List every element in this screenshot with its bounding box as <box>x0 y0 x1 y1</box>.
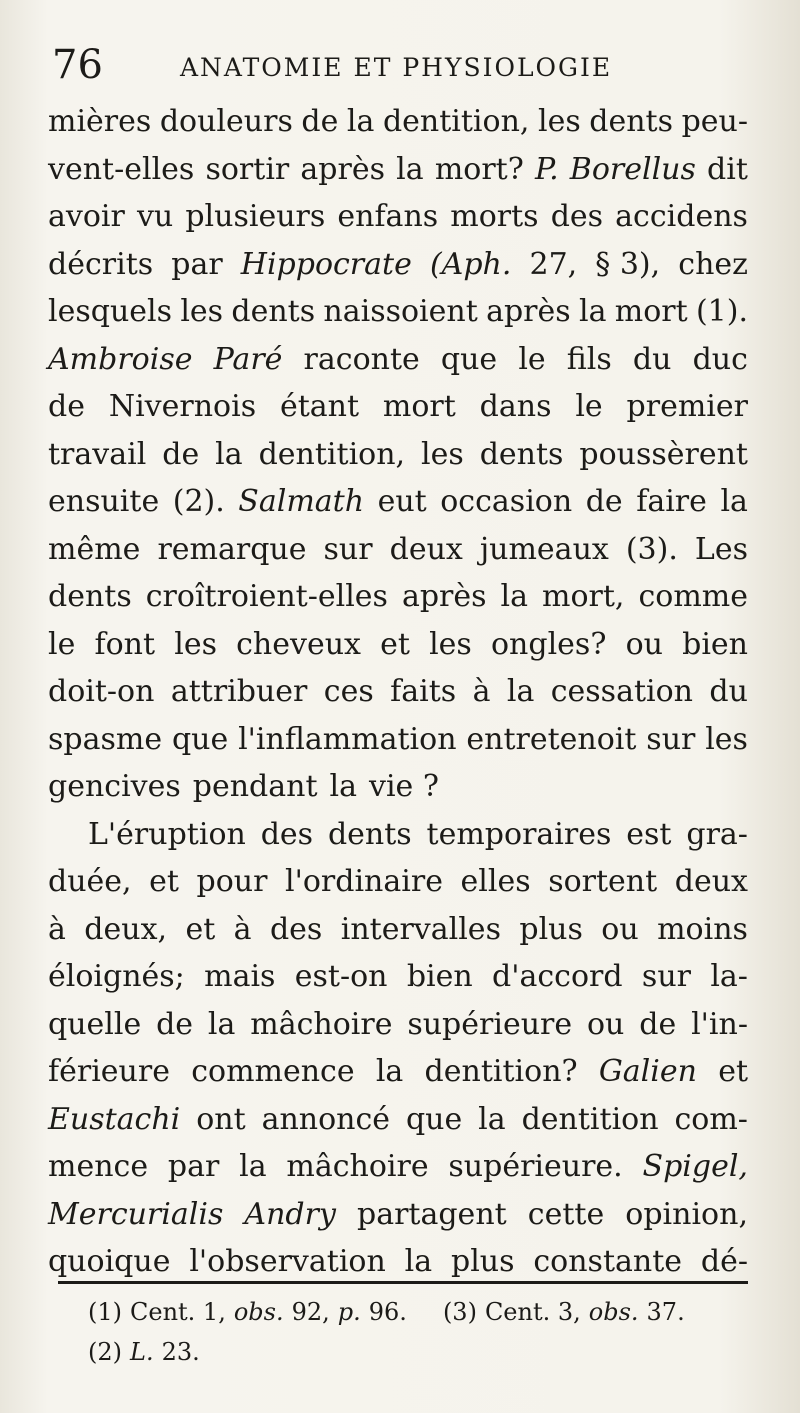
word: sortir <box>205 151 290 187</box>
word: ongles? <box>490 626 607 662</box>
text-line <box>48 811 748 859</box>
footnote-text: L. <box>130 1338 154 1366</box>
word: férieure <box>48 1054 170 1089</box>
word: § 3), <box>595 246 661 282</box>
word: l'inflammation <box>238 721 457 757</box>
word: douleurs <box>159 104 293 139</box>
word: cessation <box>550 674 693 709</box>
word: P. <box>534 151 559 187</box>
word: comme <box>638 579 748 614</box>
word: temporaires <box>426 816 612 852</box>
word: ou <box>601 911 639 947</box>
page-number: 76 <box>52 42 103 88</box>
word: bien <box>682 626 748 662</box>
word: de <box>162 436 200 472</box>
word: fils <box>566 341 612 377</box>
word: bien <box>406 959 473 994</box>
word: Nivernois <box>108 389 257 424</box>
word: enfans <box>337 199 439 234</box>
text-line <box>48 288 748 336</box>
word: peu- <box>681 104 748 139</box>
word: la <box>346 104 375 139</box>
word: sortent <box>548 864 658 899</box>
word: travail <box>48 436 147 472</box>
word: dents <box>327 816 412 852</box>
word: et <box>380 626 410 662</box>
word: faire <box>636 484 707 519</box>
text-line <box>48 526 748 574</box>
word: à <box>233 911 252 947</box>
word: dents <box>48 579 132 614</box>
word: mence <box>48 1149 149 1184</box>
word: gra- <box>686 816 748 852</box>
word: ensuite <box>48 484 160 519</box>
word: les <box>180 294 224 329</box>
word: moins <box>657 911 748 947</box>
word: Borellus <box>569 151 696 187</box>
word: attribuer <box>170 674 308 709</box>
word: remarque <box>157 531 307 567</box>
word: dentition, <box>382 104 530 139</box>
word: et <box>718 1054 748 1089</box>
footnote-text: obs. <box>588 1298 639 1326</box>
word: après <box>300 151 386 187</box>
word: d'accord <box>492 959 623 994</box>
word: la <box>396 151 424 187</box>
text-line <box>48 953 748 1001</box>
word: à <box>48 911 66 947</box>
word: sur <box>641 959 691 994</box>
running-title: ANATOMIE ET PHYSIOLOGIE <box>180 53 613 82</box>
word: les <box>537 104 581 139</box>
word: duc <box>692 341 748 377</box>
word: la <box>506 674 535 709</box>
footnote-text: 23. <box>161 1338 200 1366</box>
word: quoique <box>48 1244 171 1279</box>
text-line <box>48 763 748 811</box>
word: dans <box>479 389 552 424</box>
word: plus <box>519 911 583 947</box>
word: Spigel, <box>642 1149 748 1184</box>
word: eut <box>377 484 427 519</box>
word: font <box>94 626 156 662</box>
text-line <box>48 668 748 716</box>
word: par <box>167 1149 220 1184</box>
word: duée, <box>48 864 132 899</box>
word: occasion <box>440 484 573 519</box>
footnote-rule <box>58 1281 748 1284</box>
footnote-text: p. <box>337 1298 361 1326</box>
word: la <box>215 436 243 472</box>
word: doit-on <box>48 674 155 709</box>
word: Hippocrate <box>240 246 412 282</box>
word: mais <box>204 959 276 994</box>
footnote-text: 37. <box>646 1298 685 1326</box>
footnote-mark: (2) <box>88 1338 122 1366</box>
word: Mercurialis <box>48 1196 224 1232</box>
word: accidens <box>615 199 748 234</box>
word: dé- <box>700 1244 748 1279</box>
word: jumeaux <box>479 531 609 567</box>
text-line <box>48 906 748 954</box>
word: deux <box>674 864 748 899</box>
word: mâchoire <box>250 1006 393 1042</box>
word: les <box>429 626 472 662</box>
word: sur <box>323 531 373 567</box>
word: la <box>720 484 748 519</box>
text-line <box>48 98 748 146</box>
word: Andry <box>244 1196 336 1232</box>
word: la <box>478 1101 506 1137</box>
word: croîtroient-elles <box>145 579 388 614</box>
text-line <box>48 858 748 906</box>
word: décrits <box>48 246 154 282</box>
word: supérieure. <box>448 1149 623 1184</box>
word: l'in- <box>691 1006 748 1042</box>
footnote-text: 92, <box>291 1298 330 1326</box>
word: la <box>329 769 358 804</box>
footnote-2 <box>88 1332 200 1372</box>
word: l'observation <box>189 1244 386 1279</box>
word: dentition? <box>424 1054 578 1089</box>
word: mières <box>48 104 152 139</box>
word: les <box>705 721 748 757</box>
word: les <box>421 436 464 472</box>
word: est-on <box>294 959 388 994</box>
word: dit <box>707 151 748 187</box>
body-text <box>48 98 748 1286</box>
word: (3). <box>625 531 678 567</box>
footnote-mark: (1) <box>88 1298 122 1326</box>
word: vie ? <box>369 769 439 804</box>
word: poussèrent <box>579 436 748 472</box>
word: les <box>174 626 217 662</box>
text-line <box>48 383 748 431</box>
word: des <box>269 911 323 947</box>
word: spasme <box>48 721 163 757</box>
footnote-1 <box>88 1292 407 1332</box>
word: supérieure <box>407 1006 573 1042</box>
word: dentition <box>521 1101 659 1137</box>
word: l'ordinaire <box>285 864 443 899</box>
word: premier <box>626 389 748 424</box>
word: de <box>156 1006 194 1042</box>
word: que <box>171 721 229 757</box>
word: après <box>401 579 487 614</box>
word: la <box>500 579 529 614</box>
word: naissoient <box>323 294 478 329</box>
word: que <box>405 1101 463 1137</box>
footnote-3 <box>443 1292 685 1332</box>
word: du <box>632 341 672 377</box>
word: morts <box>450 199 539 234</box>
word: raconte <box>303 341 420 377</box>
word: le <box>48 626 76 662</box>
word: même <box>48 531 141 567</box>
text-line <box>48 1001 748 1049</box>
word: de <box>48 389 85 424</box>
word: est <box>626 816 672 852</box>
word: la <box>239 1149 267 1184</box>
text-line <box>48 1096 748 1144</box>
word: 27, <box>529 246 578 282</box>
text-line <box>48 241 748 289</box>
word: dents <box>479 436 564 472</box>
word: ou <box>625 626 663 662</box>
word: Paré <box>213 341 283 377</box>
word: partagent <box>356 1196 507 1232</box>
word: avoir <box>48 199 125 234</box>
text-line <box>48 1048 748 1096</box>
text-line <box>48 1191 748 1239</box>
word: de <box>301 104 339 139</box>
text-line <box>48 146 748 194</box>
word: mâchoire <box>286 1149 429 1184</box>
word: mort <box>382 389 456 424</box>
word: le <box>518 341 546 377</box>
word: cheveux <box>236 626 361 662</box>
word: opinion, <box>625 1196 748 1232</box>
word: Eustachi <box>48 1101 181 1137</box>
footnote-text: obs. <box>233 1298 284 1326</box>
word: quelle <box>48 1006 142 1042</box>
word: constante <box>533 1244 683 1279</box>
word: Galien <box>598 1054 697 1089</box>
word: Salmath <box>238 484 365 519</box>
word: mort? <box>434 151 524 187</box>
footnotes <box>88 1292 748 1372</box>
word: après <box>486 294 571 329</box>
word: chez <box>678 246 748 282</box>
text-line <box>48 573 748 621</box>
word: ces <box>323 674 374 709</box>
text-line <box>48 193 748 241</box>
word: la <box>404 1244 433 1279</box>
word: intervalles <box>340 911 501 947</box>
word: dents <box>589 104 674 139</box>
word: à <box>472 674 491 709</box>
word: gencives <box>48 769 181 804</box>
word: la <box>578 294 607 329</box>
word: vu <box>136 199 174 234</box>
word: vent-elles <box>48 151 195 187</box>
word: de <box>585 484 623 519</box>
word: (1). <box>695 294 748 329</box>
word: la- <box>710 959 748 994</box>
word: ou <box>586 1006 625 1042</box>
word: de <box>639 1006 677 1042</box>
text-line <box>48 1143 748 1191</box>
word: le <box>575 389 603 424</box>
footnote-text: 96. <box>368 1298 407 1326</box>
text-line <box>48 621 748 669</box>
text-line <box>48 716 748 764</box>
text-line <box>48 431 748 479</box>
word: Ambroise <box>48 341 193 377</box>
word: pendant <box>192 769 318 804</box>
word: et <box>185 911 216 947</box>
text-line <box>48 336 748 384</box>
word: entretenoit <box>466 721 637 757</box>
footnote-mark: (3) <box>442 1298 477 1326</box>
word: deux, <box>84 911 168 947</box>
word: pour <box>196 864 268 899</box>
word: sur <box>646 721 696 757</box>
word: deux <box>389 531 463 567</box>
text-line <box>48 478 748 526</box>
word: (2). <box>172 484 225 519</box>
word: étant <box>279 389 360 424</box>
word: que <box>440 341 498 377</box>
word: faits <box>390 674 457 709</box>
footnote-text: Cent. 1, <box>130 1298 226 1326</box>
word: des <box>550 199 604 234</box>
word: mort <box>614 294 688 329</box>
text-line <box>48 1238 748 1286</box>
word: la <box>375 1054 404 1089</box>
word: plus <box>451 1244 515 1279</box>
word: du <box>709 674 748 709</box>
word: plusieurs <box>185 199 326 234</box>
word: la <box>207 1006 236 1042</box>
footnote-row <box>88 1332 748 1372</box>
word: lesquels <box>48 294 173 329</box>
word: éloignés; <box>48 959 185 994</box>
word: des <box>260 816 314 852</box>
word: elles <box>460 864 531 899</box>
word: annoncé <box>261 1101 391 1137</box>
footnote-text: Cent. 3, <box>484 1298 581 1326</box>
word: et <box>149 864 179 899</box>
word: L'éruption <box>88 816 246 852</box>
word: mort, <box>542 579 625 614</box>
footnote-row <box>88 1292 748 1332</box>
word: dentition, <box>258 436 406 472</box>
word: com- <box>674 1101 748 1137</box>
word: ont <box>196 1101 246 1137</box>
word: par <box>171 246 223 282</box>
word: Les <box>694 531 748 567</box>
word: commence <box>191 1054 355 1089</box>
word: (Aph. <box>429 246 512 282</box>
word: dents <box>231 294 316 329</box>
page-header <box>50 40 750 90</box>
word: cette <box>527 1196 605 1232</box>
